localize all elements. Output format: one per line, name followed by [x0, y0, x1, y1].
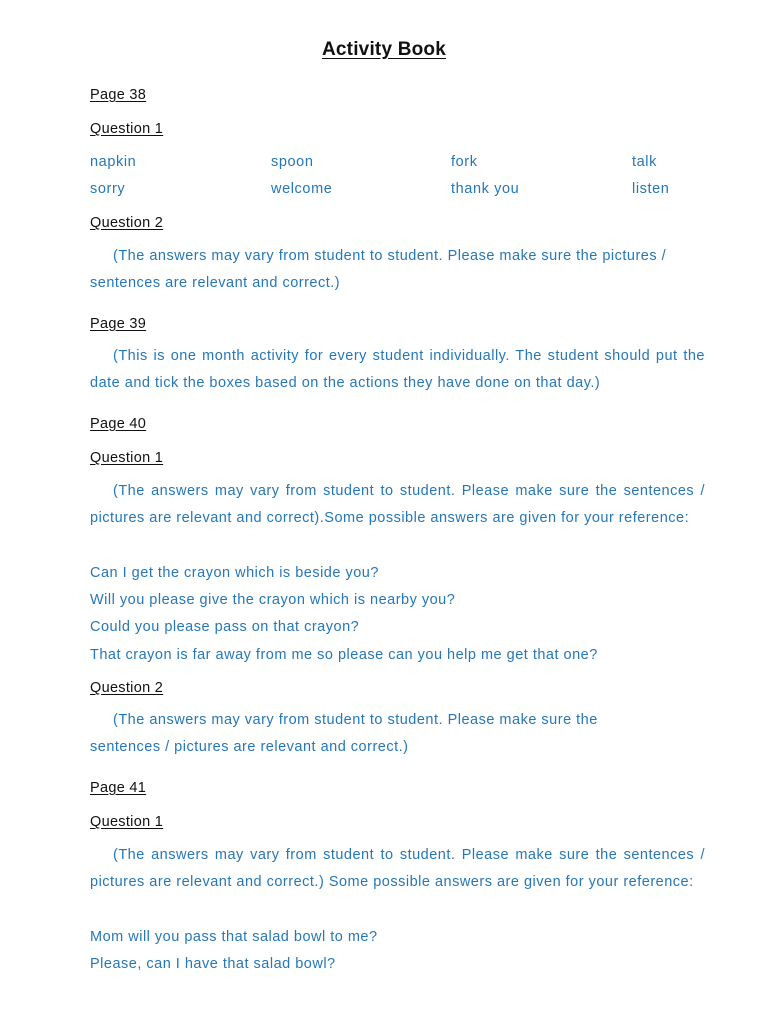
page-41-answer-2: Please, can I have that salad bowl?	[90, 956, 336, 972]
page-38-question-2-heading: Question 2	[90, 215, 164, 231]
page-41-question-1-heading: Question 1	[90, 814, 164, 830]
page-38-heading: Page 38	[90, 87, 147, 103]
word-listen: listen	[632, 181, 670, 197]
page-40-question-1-heading: Question 1	[90, 450, 164, 466]
word-row-2	[90, 181, 710, 201]
word-sorry: sorry	[90, 181, 126, 197]
page-38-question-2-text: (The answers may vary from student to student. Please make sure the pictures / sentences are relevant and correct.)	[90, 248, 667, 292]
page-40-question-2-text: (The answers may vary from student to student. Please make sure the sentences / pictures are relevant and correct.)	[90, 712, 598, 756]
word-fork: fork	[451, 154, 478, 170]
page-40-question-1-text: (The answers may vary from student to student. Please make sure the sentences / pictures are relevant and correct).Some possible answers are given for your reference:	[90, 483, 705, 527]
word-napkin: napkin	[90, 154, 137, 170]
page-40-answer-2: Will you please give the crayon which is nearby you?	[90, 592, 456, 608]
page-40-heading: Page 40	[90, 416, 147, 432]
page-41-question-1-text: (The answers may vary from student to student. Please make sure the sentences / pictures are relevant and correct.) Some possible answers are given for your reference:	[90, 847, 705, 891]
page-40-answer-1: Can I get the crayon which is beside you?	[90, 565, 379, 581]
word-talk: talk	[632, 154, 657, 170]
page-40-answer-4: That crayon is far away from me so please can you help me get that one?	[90, 647, 598, 663]
page-41-answer-1: Mom will you pass that salad bowl to me?	[90, 929, 378, 945]
document-title: Activity Book	[321, 39, 446, 60]
page-39-text: (This is one month activity for every student individually. The student should put the date and tick the boxes based on the actions they have done on that day.)	[90, 348, 705, 392]
word-spoon: spoon	[271, 154, 314, 170]
word-thank-you: thank you	[451, 181, 520, 197]
page-39-heading: Page 39	[90, 316, 147, 332]
page-41-heading: Page 41	[90, 780, 147, 796]
word-row-1	[90, 154, 710, 174]
word-welcome: welcome	[271, 181, 333, 197]
page-40-answer-3: Could you please pass on that crayon?	[90, 619, 360, 635]
page-40-question-2-heading: Question 2	[90, 680, 164, 696]
page-38-question-1-heading: Question 1	[90, 121, 164, 137]
